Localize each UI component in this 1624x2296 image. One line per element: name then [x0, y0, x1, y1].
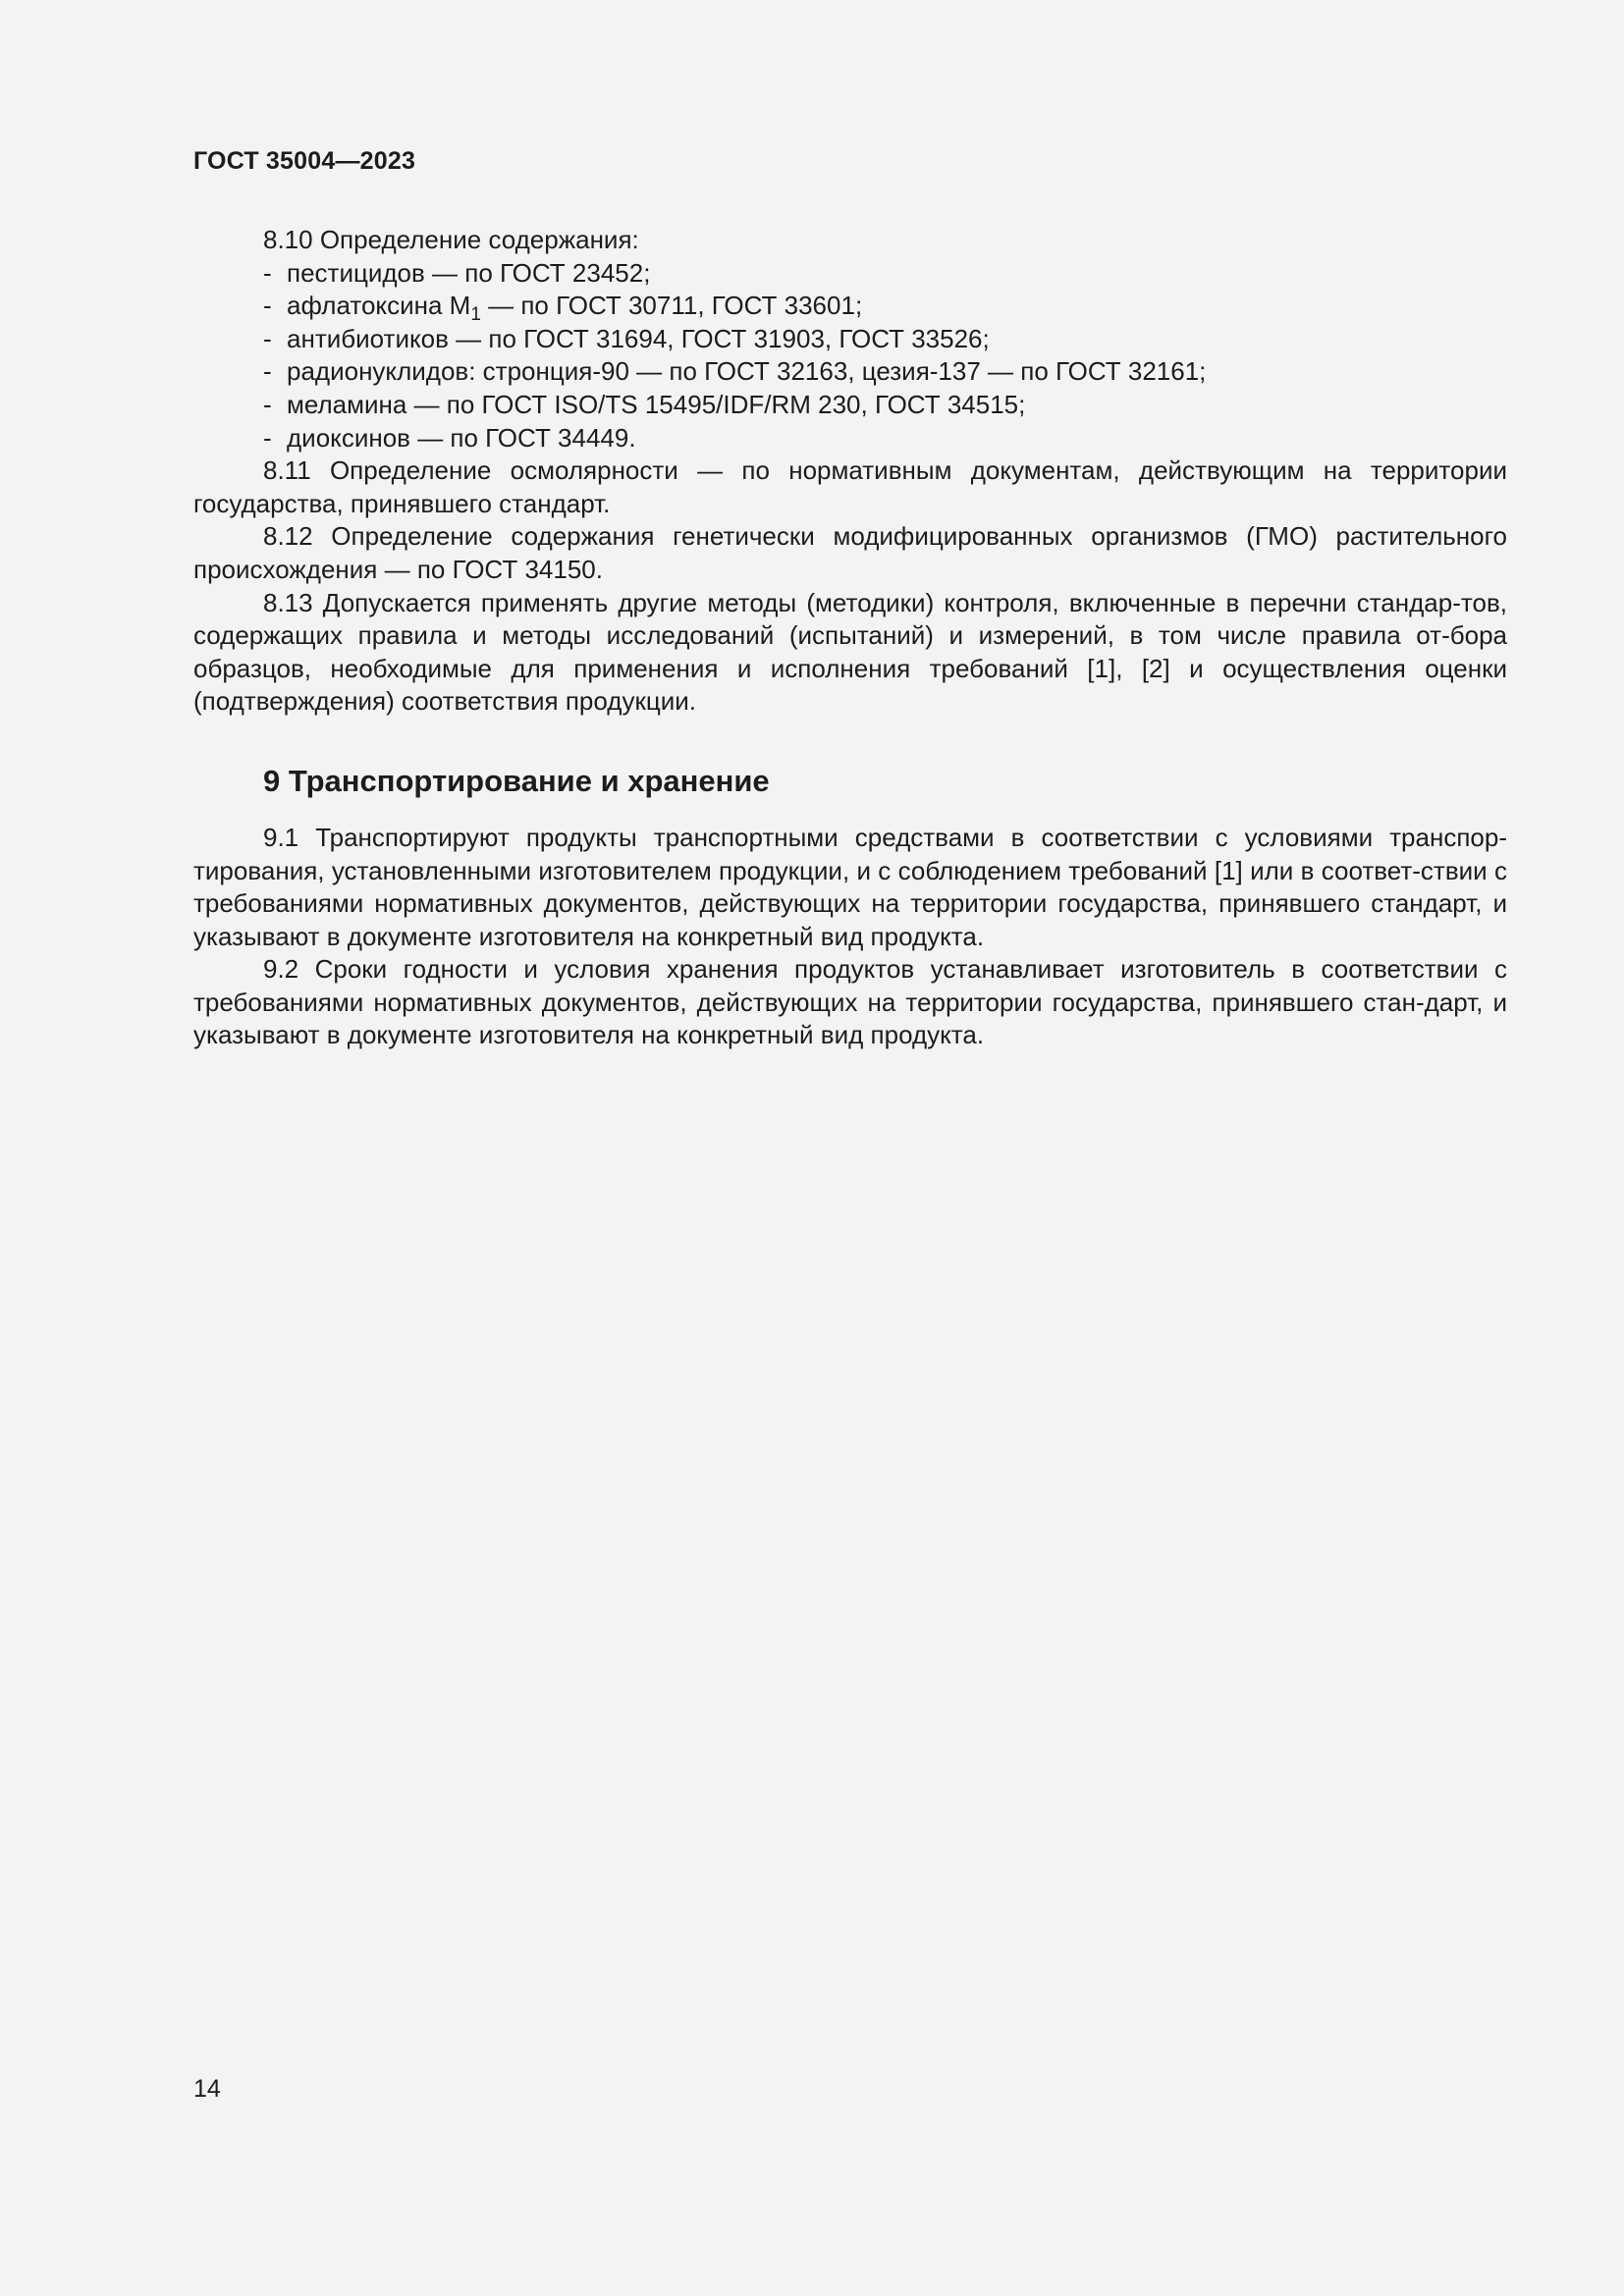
clause-9-1: 9.1 Транспортируют продукты транспортными средствами в соответствии с условиями транспор-тирования, установленными изготовителем продукции, и с соблюдением требований [1] или в соответ-ствии с требованиями нормативных документов, действующих на территории государства, принявшего стандарт, и указывают в документе изготовителя на конкретный вид продукта. [193, 822, 1507, 951]
list-item-text: диоксинов — по ГОСТ 34449. [287, 422, 636, 453]
page-number: 14 [193, 2075, 221, 2103]
clause-8-13: 8.13 Допускается применять другие методы (методики) контроля, включенные в перечни стандар-тов, содержащих правила и методы исследований (испытаний) и измерений, в том числе правила от-бора образцов, необходимые для применения и исполнения требований [1], [2] и осуществления оценки (подтверждения) соответствия продукции. [193, 587, 1507, 717]
subscript: 1 [470, 304, 481, 326]
page-body [193, 224, 1507, 1052]
list-item-text: радионуклидов: стронция-90 — по ГОСТ 32163, цезия-137 — по ГОСТ 32161; [287, 356, 1207, 387]
list-marker: - [263, 356, 272, 387]
list-item [193, 389, 1507, 422]
list-marker: - [263, 323, 272, 353]
clause-8-11: 8.11 Определение осмолярности — по нормативным документам, действующим на территории государства, принявшего стандарт. [193, 455, 1507, 518]
list-marker: - [263, 389, 272, 419]
list-item [193, 323, 1507, 356]
list-item [193, 422, 1507, 455]
section-heading: 9 Транспортирование и хранение [263, 763, 770, 798]
list-item-text: — по ГОСТ 30711, ГОСТ 33601; [480, 291, 863, 321]
clause-8-10: 8.10 Определение содержания: [263, 225, 639, 254]
list-item-text: пестицидов — по ГОСТ 23452; [287, 257, 651, 288]
list-marker: - [263, 257, 272, 288]
list-item-text: антибиотиков — по ГОСТ 31694, ГОСТ 31903, ГОСТ 33526; [287, 323, 990, 353]
list-item [193, 290, 1507, 326]
clause-9-2: 9.2 Сроки годности и условия хранения продуктов устанавливает изготовитель в соответствии с требованиями нормативных документов, действующих на территории государства, принявшего стан-дарт, и указывают в документе изготовителя на конкретный вид продукта. [193, 954, 1507, 1050]
document-header: ГОСТ 35004—2023 [193, 147, 416, 175]
list-item-text: меламина — по ГОСТ ISO/TS 15495/IDF/RM 230, ГОСТ 34515; [287, 389, 1026, 419]
list-item [193, 257, 1507, 291]
list-marker: - [263, 291, 272, 321]
list-marker: - [263, 422, 272, 453]
list-item-text: афлатоксина М [287, 291, 471, 321]
clause-8-12: 8.12 Определение содержания генетически модифицированных организмов (ГМО) растительного происхождения — по ГОСТ 34150. [193, 521, 1507, 584]
list-item [193, 355, 1507, 389]
